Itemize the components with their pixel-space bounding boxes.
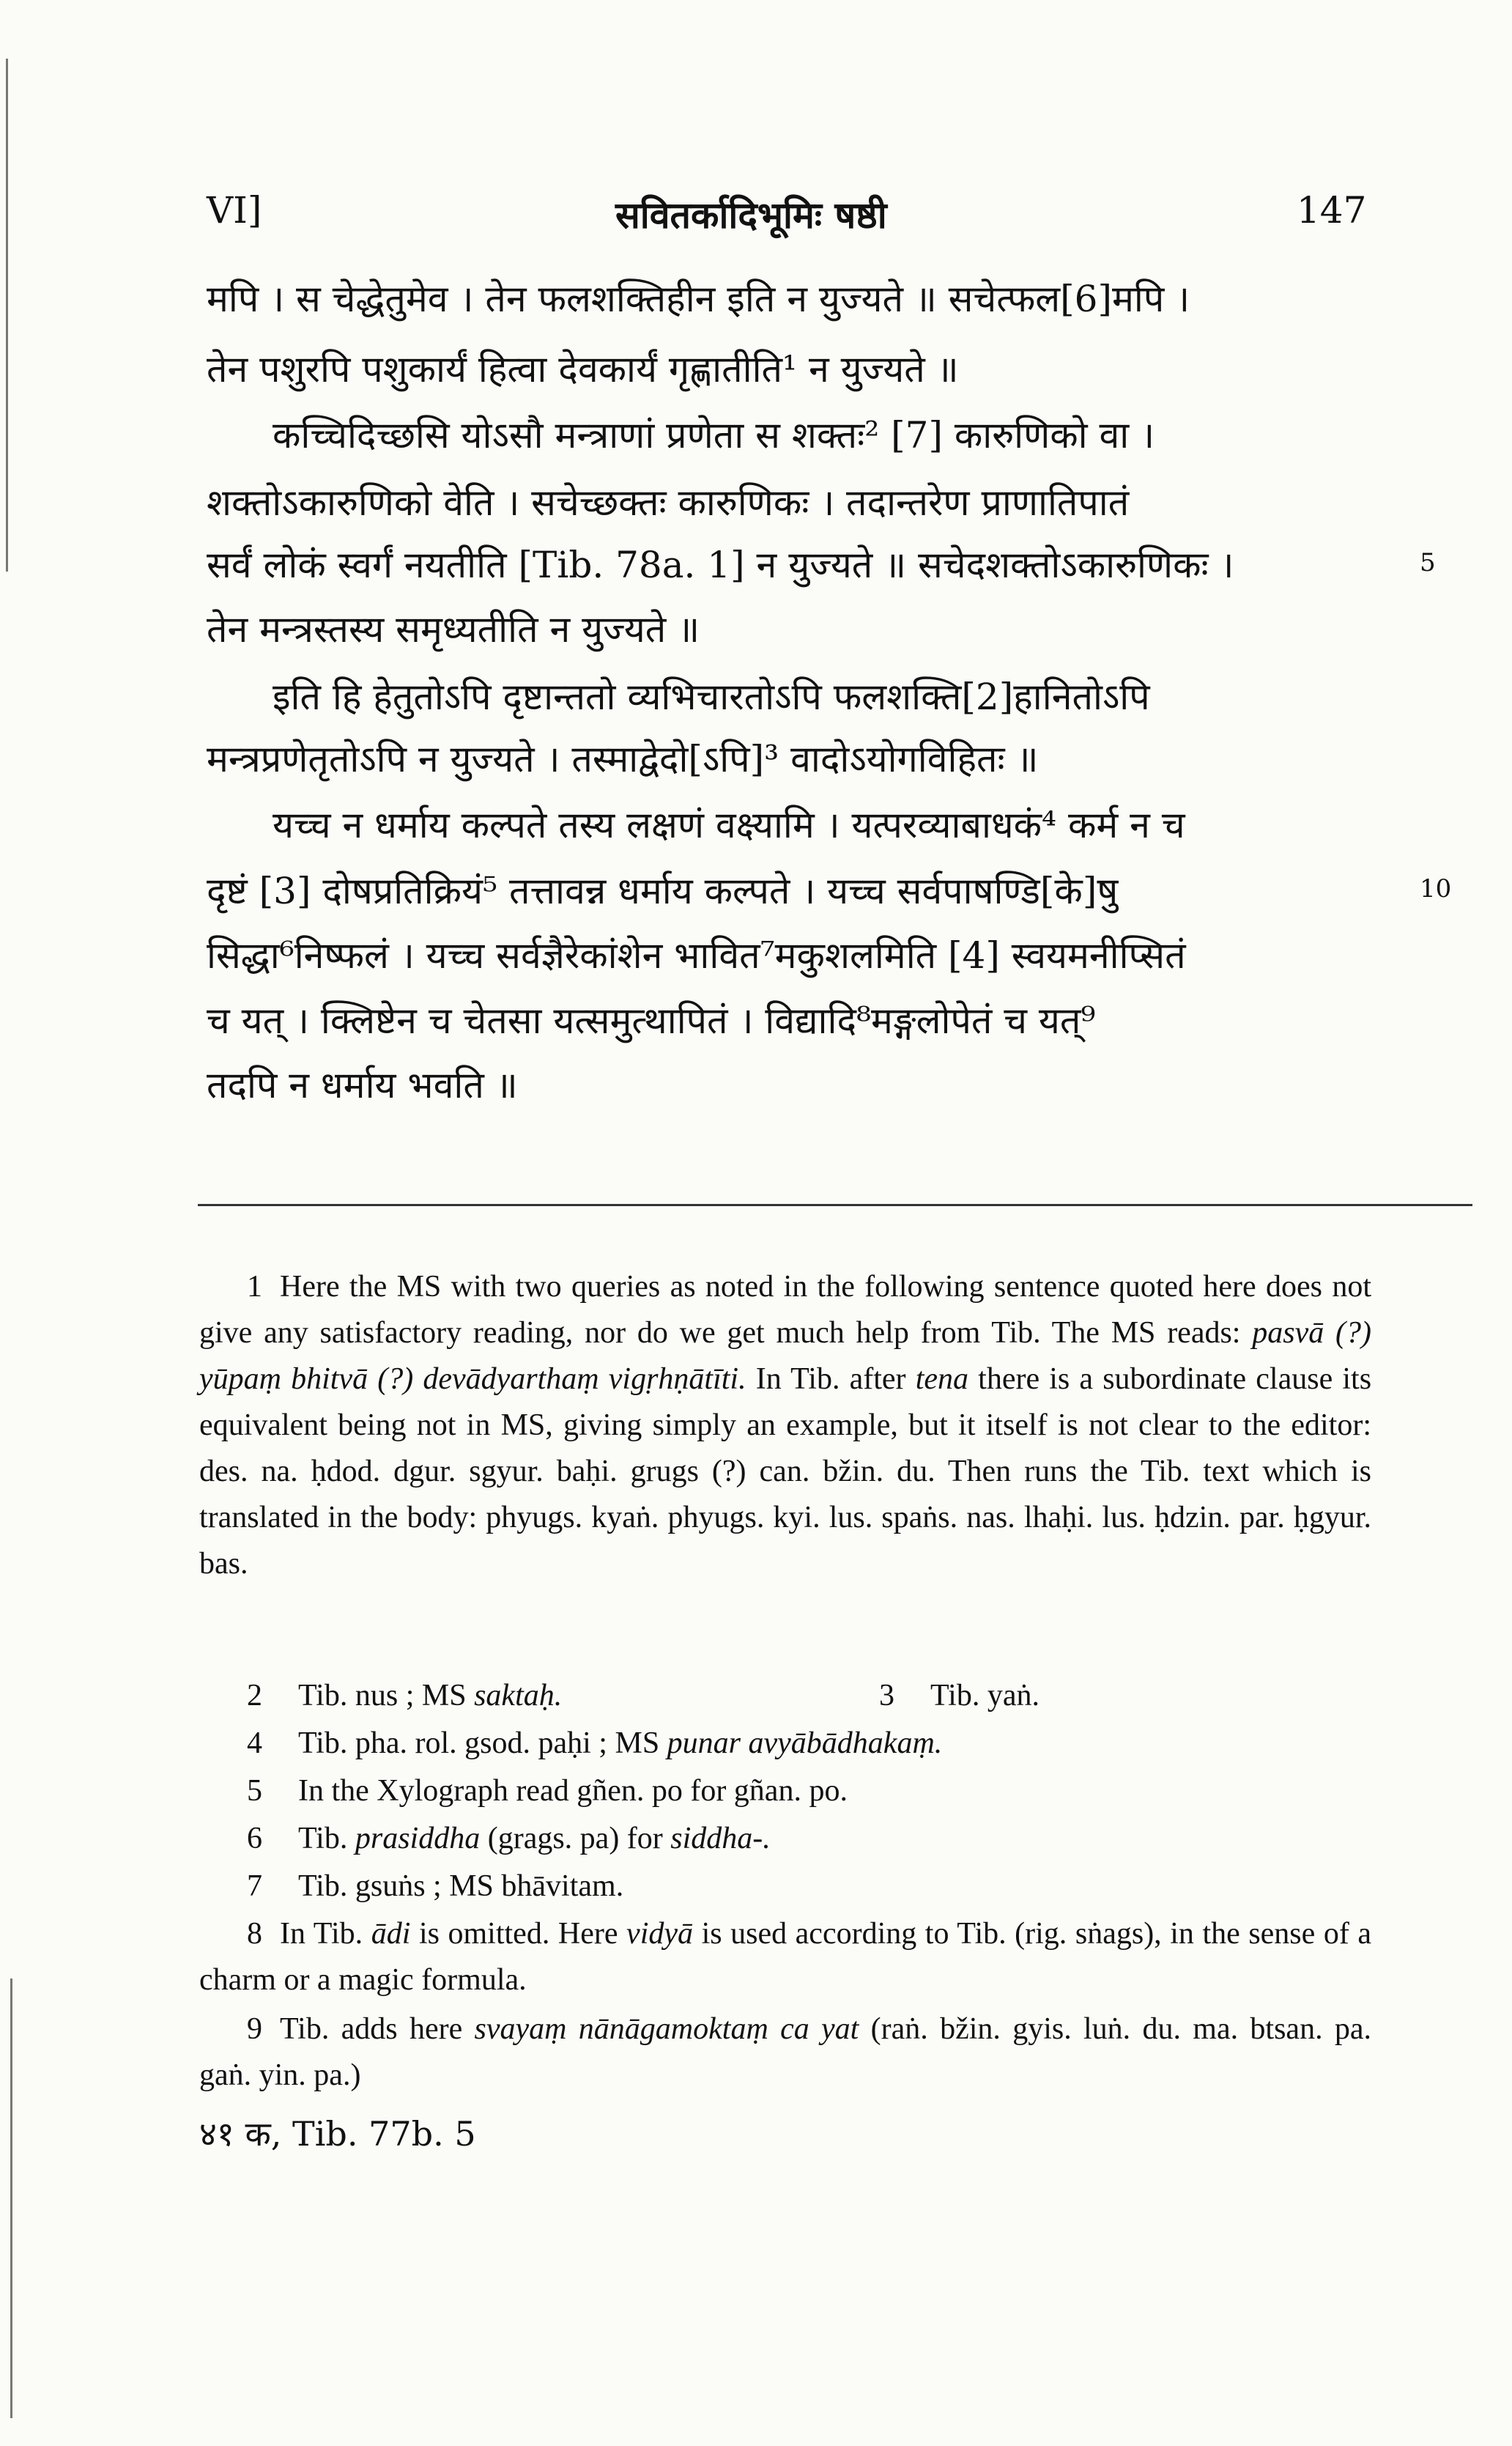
footnote-5 xyxy=(247,1773,848,1808)
footnote-text: is omitted. Here xyxy=(418,1917,618,1951)
footnote-number: 5 xyxy=(247,1774,262,1808)
footnote-number: 2 xyxy=(247,1679,262,1712)
footnote-text: Tib. yaṅ. xyxy=(930,1679,1040,1712)
footnote-9 xyxy=(199,2006,1371,2099)
footnote-number: 3 xyxy=(879,1679,894,1712)
footnote-text-italic: siddha-. xyxy=(670,1822,771,1855)
header-title: सवितर्कादिभूमिः षष्ठी xyxy=(615,193,887,237)
footnote-text: Tib. gsuṅs ; MS bhāvitam. xyxy=(298,1869,624,1903)
footnote-text: Tib. xyxy=(298,1822,348,1855)
page-number: 147 xyxy=(1297,189,1367,232)
footnote-3 xyxy=(879,1678,1040,1713)
footnote-text-italic: saktaḥ. xyxy=(474,1679,563,1712)
sanskrit-line: सिद्धा⁶निष्फलं । यच्च सर्वज्ञैरेकांशेन भावित⁷मकुशलमिति [4] स्वयमनीप्सितं xyxy=(207,934,1186,977)
footnote-number: 8 xyxy=(247,1917,262,1951)
footnote-text-italic: prasiddha xyxy=(355,1822,481,1855)
footnote-text: is used according to Tib. (rig. sṅags), in the sense of a charm or a magic formula. xyxy=(199,1917,1372,1997)
footnote-text-italic: punar avyābādhakaṃ. xyxy=(667,1726,943,1760)
footnote-text-italic: vidyā xyxy=(626,1917,693,1951)
footnote-8 xyxy=(199,1911,1371,2003)
footnote-2 xyxy=(247,1678,562,1713)
footnote-text-italic: tena xyxy=(915,1362,969,1396)
footnote-text: In the Xylograph read gñen. po for gñan. po. xyxy=(298,1774,848,1808)
footnote-text: there is a subordinate clause its equivalent being not in MS, giving simply an example, but it itself is not clear to the editor: des. na. ḥdod. dgur. sgyur. baḥi. grugs (?) can. bžin. du. Then runs the Tib. text which is translated in the body: phyugs. kyaṅ. phyugs. kyi. lus. spaṅs. nas. lhaḥi. lus. ḥdzin. par. ḥgyur. bas. xyxy=(199,1362,1372,1581)
binding-edge-mark xyxy=(10,1978,12,2418)
sanskrit-line: मपि । स चेद्धेतुमेव । तेन फलशक्तिहीन इति न युज्यते ॥ सचेत्फल[6]मपि । xyxy=(207,278,1190,320)
footnote-text: (grags. pa) for xyxy=(487,1822,663,1855)
sanskrit-line: शक्तोऽकारुणिको वेति । सचेच्छक्तः कारुणिकः । तदान्तरेण प्राणातिपातं xyxy=(207,481,1130,524)
footnote-text-italic: pasvā (?) yūpaṃ bhitvā (?) devādyarthaṃ vigṛhṇātīti. xyxy=(199,1316,1371,1396)
sanskrit-line: इति हि हेतुतोऽपि दृष्टान्ततो व्यभिचारतोऽपि फलशक्ति[2]हानितोऽपि xyxy=(273,676,1150,718)
sanskrit-line: च यत् । क्लिष्टेन च चेतसा यत्समुत्थापितं । विद्यादि⁸मङ्गलोपेतं च यत्⁹ xyxy=(207,1000,1096,1042)
footnote-4 xyxy=(247,1726,942,1761)
footnote-number: 6 xyxy=(247,1822,262,1855)
footnote-number: 7 xyxy=(247,1869,262,1903)
footnote-divider xyxy=(198,1204,1472,1206)
line-number: 10 xyxy=(1420,874,1452,904)
footnote-7 xyxy=(247,1869,623,1904)
footnote-text: In Tib. after xyxy=(755,1362,906,1396)
footnote-text-italic: svayaṃ nānāgamoktaṃ ca yat xyxy=(474,2012,859,2046)
sanskrit-line: तदपि न धर्माय भवति ॥ xyxy=(207,1064,518,1106)
footnote-number: 4 xyxy=(247,1726,262,1760)
footnote-text: (raṅ. bžin. gyis. luṅ. du. ma. btsan. pa. gaṅ. yin. pa.) xyxy=(199,2012,1372,2092)
footnote-number: 9 xyxy=(247,2012,262,2046)
footnote-number: 1 xyxy=(247,1270,262,1304)
sanskrit-line: कच्चिदिच्छसि योऽसौ मन्त्राणां प्रणेता स शक्तः² [7] कारुणिको वा । xyxy=(273,414,1155,457)
sanskrit-line: मन्त्रप्रणेतृतोऽपि न युज्यते । तस्माद्वेदो[ऽपि]³ वादोऽयोगविहितः ॥ xyxy=(207,738,1039,780)
footnote-text-italic: ādi xyxy=(371,1917,411,1951)
footnote-text: Tib. adds here xyxy=(280,2012,463,2046)
footnote-1 xyxy=(199,1264,1371,1587)
footnote-text: In Tib. xyxy=(280,1917,363,1951)
footnote-text: Tib. nus ; MS xyxy=(298,1679,467,1712)
footnote-text: Here the MS with two queries as noted in the following sentence quoted here does not give any satisfactory reading, nor do we get much help from Tib. The MS reads: xyxy=(199,1270,1371,1350)
binding-edge-mark xyxy=(6,59,8,572)
footnote-6 xyxy=(247,1821,771,1856)
line-number: 5 xyxy=(1420,548,1436,577)
footnote-text: Tib. pha. rol. gsod. paḥi ; MS xyxy=(298,1726,660,1760)
sanskrit-line: दृष्टं [3] दोषप्रतिक्रियं⁵ तत्तावन्न धर्माय कल्पते । यच्च सर्वपाषण्डि[के]षु xyxy=(207,870,1119,912)
sanskrit-line: यच्च न धर्माय कल्पते तस्य लक्षणं वक्ष्यामि । यत्परव्याबाधकं⁴ कर्म न च xyxy=(273,804,1185,846)
sanskrit-line: तेन पशुरपि पशुकार्यं हित्वा देवकार्यं गृह्णातीति¹ न युज्यते ॥ xyxy=(207,348,959,391)
sanskrit-line: सर्वं लोकं स्वर्गं नयतीति [Tib. 78a. 1] न युज्यते ॥ सचेदशक्तोऽकारुणिकः । xyxy=(207,544,1234,586)
signature-line: ४१ क, Tib. 77b. 5 xyxy=(199,2114,476,2154)
sanskrit-line: तेन मन्त्रस्तस्य समृध्यतीति न युज्यते ॥ xyxy=(207,608,700,651)
header-chapter: VI] xyxy=(207,189,262,232)
